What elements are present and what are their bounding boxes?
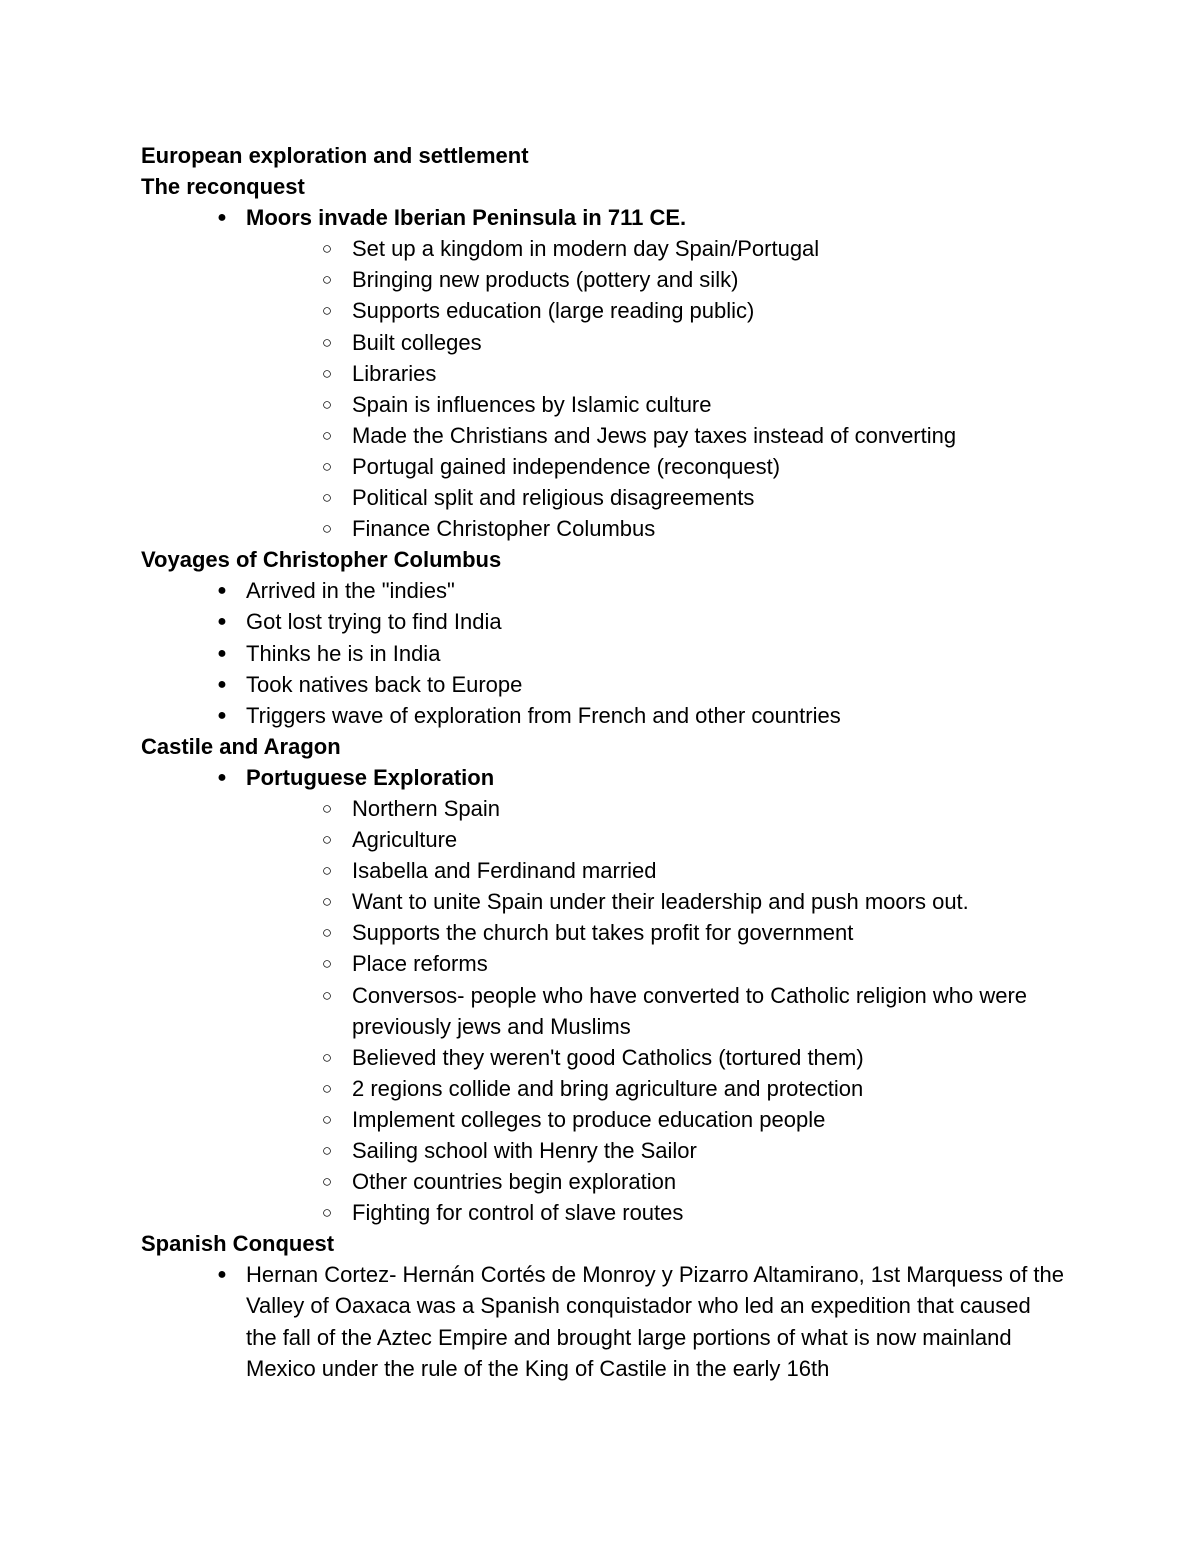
circle-bullet-icon: ○ bbox=[321, 798, 333, 818]
circle-bullet-icon: ○ bbox=[321, 985, 333, 1005]
circle-bullet-icon: ○ bbox=[321, 425, 333, 445]
list-item bbox=[141, 606, 1081, 637]
sub-list-item bbox=[141, 1135, 1081, 1166]
sub-list-item bbox=[141, 980, 1081, 1042]
sub-list-item-text: Agriculture bbox=[352, 827, 458, 853]
circle-bullet-icon: ○ bbox=[321, 892, 333, 912]
sub-list-item-text: Conversos- people who have converted to Catholic religion who were previously jews and Muslims bbox=[352, 982, 1028, 1039]
circle-bullet-icon: ○ bbox=[321, 954, 333, 974]
sub-list-item-text: Political split and religious disagreements bbox=[352, 485, 755, 511]
sub-list-item-text: Finance Christopher Columbus bbox=[352, 516, 656, 542]
sub-list-item bbox=[141, 233, 1081, 264]
circle-bullet-icon: ○ bbox=[321, 1203, 333, 1223]
circle-bullet-icon: ○ bbox=[321, 861, 333, 881]
sub-list-item-text: Sailing school with Henry the Sailor bbox=[352, 1138, 697, 1163]
circle-bullet-icon: ○ bbox=[321, 301, 333, 321]
sub-list-item-text: Implement colleges to produce education people bbox=[352, 1106, 826, 1132]
circle-bullet-icon: ○ bbox=[321, 394, 333, 414]
circle-bullet-icon: ○ bbox=[321, 1078, 333, 1098]
list-item-text: Took natives back to Europe bbox=[246, 671, 523, 697]
document-content bbox=[141, 140, 1081, 1384]
sub-list-item bbox=[141, 1197, 1081, 1228]
document-title: European exploration and settlement bbox=[141, 143, 529, 168]
sub-list-item-text: Supports education (large reading public) bbox=[352, 298, 755, 324]
sub-list-item bbox=[141, 886, 1081, 917]
list-item bbox=[141, 202, 1081, 233]
bullet-icon: ● bbox=[217, 768, 227, 786]
sub-list-item-text: 2 regions collide and bring agriculture and protection bbox=[352, 1075, 864, 1101]
sub-list-item bbox=[141, 855, 1081, 886]
bullet-icon: ● bbox=[217, 209, 227, 227]
sub-list-item-text: Portugal gained independence (reconquest) bbox=[352, 453, 781, 479]
circle-bullet-icon: ○ bbox=[321, 519, 333, 539]
sub-list-item bbox=[141, 824, 1081, 855]
sub-list-item bbox=[141, 948, 1081, 979]
bullet-icon: ● bbox=[217, 613, 227, 631]
list-item-text: Got lost trying to find India bbox=[246, 609, 502, 635]
list-item-text: Thinks he is in India bbox=[246, 640, 441, 666]
bullet-icon: ● bbox=[217, 582, 227, 600]
sub-list-item bbox=[141, 1042, 1081, 1073]
list-item bbox=[141, 1259, 1081, 1383]
circle-bullet-icon: ○ bbox=[321, 239, 333, 259]
sub-list-item bbox=[141, 513, 1081, 544]
sub-list-item-text: Fighting for control of slave routes bbox=[352, 1200, 684, 1226]
sub-list-item bbox=[141, 358, 1081, 389]
sub-list-item-text: Spain is influences by Islamic culture bbox=[352, 391, 712, 417]
bullet-icon: ● bbox=[217, 706, 227, 724]
list-item-text: Portuguese Exploration bbox=[246, 764, 495, 790]
circle-bullet-icon: ○ bbox=[321, 456, 333, 476]
circle-bullet-icon: ○ bbox=[321, 1109, 333, 1129]
list-item-text: Hernan Cortez- Hernán Cortés de Monroy y Pizarro Altamirano, 1st Marquess of the Valley of Oaxaca was a Spanish conquistador who led an expedition that caused the fall of the Aztec Empire and brought large portions of what is now mainland Mexico under the rule of the King of Castile in the early 16th bbox=[246, 1262, 1065, 1381]
sub-list-item-text: Want to unite Spain under their leadership and push moors out. bbox=[352, 889, 969, 915]
section-heading: Spanish Conquest bbox=[141, 1231, 335, 1257]
sub-list-item bbox=[141, 1073, 1081, 1104]
sub-list-item bbox=[141, 451, 1081, 482]
sub-list-item bbox=[141, 482, 1081, 513]
sub-list-item bbox=[141, 793, 1081, 824]
sub-list-item bbox=[141, 1166, 1081, 1197]
sub-list-item bbox=[141, 420, 1081, 451]
sub-list-item-text: Made the Christians and Jews pay taxes instead of converting bbox=[352, 422, 957, 448]
list-item bbox=[141, 669, 1081, 700]
sub-list-item bbox=[141, 1104, 1081, 1135]
sub-list-item-text: Bringing new products (pottery and silk) bbox=[352, 267, 739, 293]
sub-list-item bbox=[141, 295, 1081, 326]
section-heading: Voyages of Christopher Columbus bbox=[141, 547, 502, 573]
list-item bbox=[141, 638, 1081, 669]
bullet-icon: ● bbox=[217, 1266, 227, 1284]
sub-list-item-text: Set up a kingdom in modern day Spain/Portugal bbox=[352, 236, 820, 262]
circle-bullet-icon: ○ bbox=[321, 1047, 333, 1067]
circle-bullet-icon: ○ bbox=[321, 363, 333, 383]
sub-list-item bbox=[141, 389, 1081, 420]
sub-list-item-text: Place reforms bbox=[352, 951, 488, 977]
sub-list-item bbox=[141, 327, 1081, 358]
circle-bullet-icon: ○ bbox=[321, 332, 333, 352]
sub-list-item-text: Libraries bbox=[352, 360, 437, 386]
circle-bullet-icon: ○ bbox=[321, 830, 333, 850]
list-item bbox=[141, 575, 1081, 606]
bullet-icon: ● bbox=[217, 644, 227, 662]
list-item-text: Triggers wave of exploration from French and other countries bbox=[246, 702, 841, 728]
sub-list-item-text: Isabella and Ferdinand married bbox=[352, 858, 657, 884]
sub-list-item bbox=[141, 264, 1081, 295]
sub-list-item-text: Believed they weren't good Catholics (tortured them) bbox=[352, 1044, 864, 1070]
list-item-text: Arrived in the "indies" bbox=[246, 578, 455, 604]
bullet-icon: ● bbox=[217, 675, 227, 693]
circle-bullet-icon: ○ bbox=[321, 270, 333, 290]
section-heading: The reconquest bbox=[141, 174, 305, 200]
sub-list-item-text: Other countries begin exploration bbox=[352, 1169, 677, 1195]
circle-bullet-icon: ○ bbox=[321, 488, 333, 508]
sub-list-item-text: Built colleges bbox=[352, 329, 482, 355]
sub-list-item-text: Northern Spain bbox=[352, 795, 500, 821]
circle-bullet-icon: ○ bbox=[321, 1141, 333, 1160]
list-item bbox=[141, 700, 1081, 731]
sub-list-item-text: Supports the church but takes profit for government bbox=[352, 920, 854, 946]
sub-list-item bbox=[141, 917, 1081, 948]
section-heading: Castile and Aragon bbox=[141, 733, 341, 759]
circle-bullet-icon: ○ bbox=[321, 923, 333, 943]
list-item bbox=[141, 762, 1081, 793]
circle-bullet-icon: ○ bbox=[321, 1172, 333, 1192]
list-item-text: Moors invade Iberian Peninsula in 711 CE. bbox=[246, 205, 687, 231]
